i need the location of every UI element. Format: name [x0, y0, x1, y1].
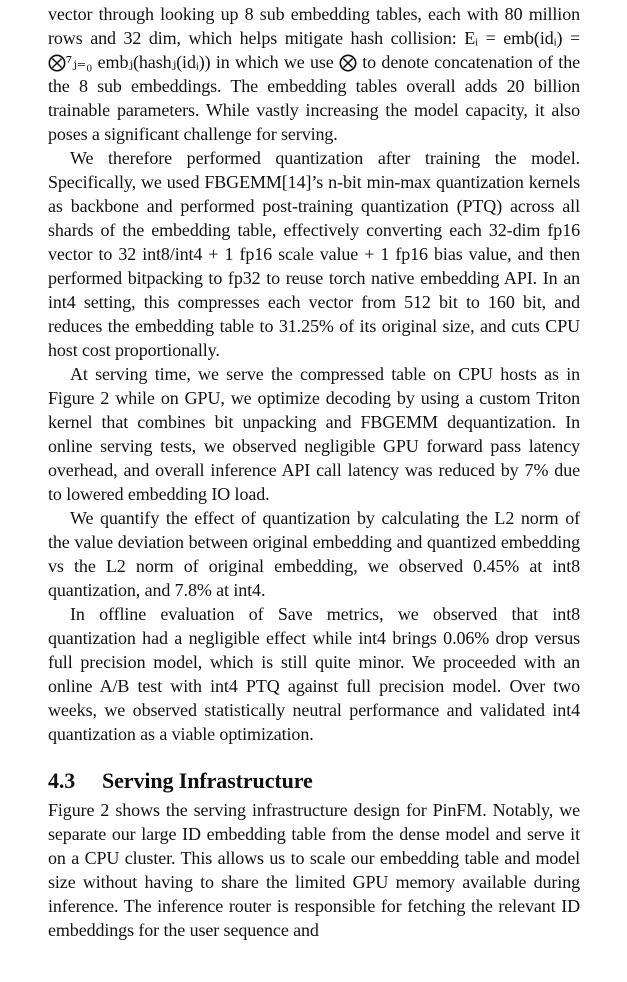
section-number: 4.3 — [48, 768, 76, 793]
paragraph-quantization: We therefore performed quantization after training the model. Specifically, we used FBGEMM[14]’s n-bit min-max quantization kernels as backbone and performed post-training quantization (PTQ) across all shards of the embedding table, effectively converting each 32-dim fp16 vector to 32 int8/int4 + 1 fp16 scale value + 1 fp16 bias value, and then performed bitpacking to fp32 to reuse torch native embedding API. In an int4 setting, this compresses each vector from 512 bit to 160 bit, and reduces the embedding table to 31.25% of its original size, and cuts CPU host cost proportionally. — [48, 148, 580, 360]
section-heading — [48, 768, 580, 794]
paragraph-quantization-effect: We quantify the effect of quantization by calculating the L2 norm of the value deviation between original embedding and quantized embedding vs the L2 norm of original embedding, we observed 0.45% at int8 quantization, and 7.8% at int4. — [48, 508, 580, 600]
paragraph-serving-time: At serving time, we serve the compressed table on CPU hosts as in Figure 2 while on GPU, we optimize decoding by using a custom Triton kernel that combines bit unpacking and FBGEMM dequantization. In online serving tests, we observed negligible GPU forward pass latency overhead, and overall inference API call latency was reduced by 7% due to lowered embedding IO load. — [48, 364, 580, 504]
paragraph-embedding-tables: vector through looking up 8 sub embedding tables, each with 80 million rows and 32 dim, which helps mitigate hash collision: Eᵢ = emb(idᵢ) = ⨂⁷ⱼ₌₀ embⱼ(hashⱼ(idᵢ)) in which we use ⨂ to denote concatenation of the the 8 sub embeddings. The embedding tables overall adds 20 billion trainable parameters. While vastly increasing the model capacity, it also poses a significant challenge for serving. — [48, 4, 580, 144]
paragraph-serving-infrastructure: Figure 2 shows the serving infrastructure design for PinFM. Notably, we separate our large ID embedding table from the dense model and serve it on a CPU cluster. This allows us to scale our embedding table and model size without having to share the limited GPU memory available during inference. The inference router is responsible for fetching the relevant ID embeddings for the user sequence and — [48, 800, 580, 940]
section-title: Serving Infrastructure — [102, 768, 313, 793]
paper-page — [48, 0, 580, 942]
paragraph-offline-evaluation: In offline evaluation of Save metrics, we observed that int8 quantization had a negligible effect while int4 brings 0.06% drop versus full precision model, which is still quite minor. We proceeded with an online A/B test with int4 PTQ against full precision model. Over two weeks, we observed statistically neutral performance and validated int4 quantization as a viable optimization. — [48, 604, 580, 744]
